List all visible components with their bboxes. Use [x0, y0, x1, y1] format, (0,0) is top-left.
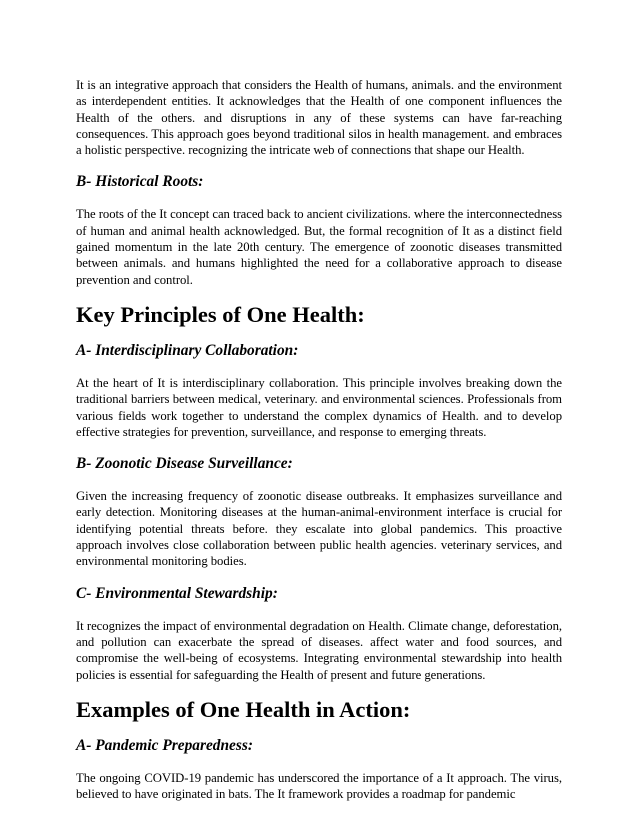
historical-roots-paragraph: The roots of the It concept can traced back to ancient civilizations. where the interconnectedness of human and animal health acknowledged. But, the formal recognition of It as a distinct field gained momentum in the late 20th century. The emergence of zoonotic diseases transmitted between animals. and humans highlighted the need for a collaborative approach to disease prevention and control.: [76, 207, 562, 287]
examples-heading: Examples of One Health in Action:: [76, 696, 411, 722]
pandemic-paragraph: The ongoing COVID-19 pandemic has underscored the importance of a It approach. The virus, believed to have originated in bats. The It framework provides a roadmap for pandemic: [76, 770, 562, 802]
environmental-heading: C- Environmental Stewardship:: [76, 584, 278, 602]
intro-paragraph: It is an integrative approach that considers the Health of humans, animals. and the environment as interdependent entities. It acknowledges that the Health of one component influences the Health of the others. and disruptions in any of these systems can have far-reaching consequences. This approach goes beyond traditional silos in health management. and embraces a holistic perspective. recognizing the intricate web of connections that shape our Health.: [76, 78, 562, 158]
interdisciplinary-paragraph: At the heart of It is interdisciplinary collaboration. This principle involves breaking down the traditional barriers between medical, veterinary. and environmental sciences. Professionals from various fields work together to understand the complex dynamics of Health. and to develop effective strategies for prevention, surveillance, and response to emerging threats.: [76, 375, 562, 439]
environmental-paragraph: It recognizes the impact of environmental degradation on Health. Climate change, deforestation, and pollution can exacerbate the spread of diseases. affect water and food sources, and compromise the well-being of ecosystems. Integrating environmental stewardship into health policies is essential for safeguarding the Health of present and future generations.: [76, 618, 562, 682]
pandemic-heading: A- Pandemic Preparedness:: [76, 736, 253, 754]
historical-roots-heading: B- Historical Roots:: [76, 173, 204, 191]
zoonotic-heading: B- Zoonotic Disease Surveillance:: [76, 455, 293, 473]
interdisciplinary-heading: A- Interdisciplinary Collaboration:: [76, 341, 299, 359]
zoonotic-paragraph: Given the increasing frequency of zoonotic disease outbreaks. It emphasizes surveillance and early detection. Monitoring diseases at the human-animal-environment interface is crucial for identifying potential threats before. they escalate into global pandemics. This proactive approach involves close collaboration between public health agencies. veterinary services, and environmental monitoring bodies.: [76, 489, 562, 569]
key-principles-heading: Key Principles of One Health:: [76, 301, 365, 327]
